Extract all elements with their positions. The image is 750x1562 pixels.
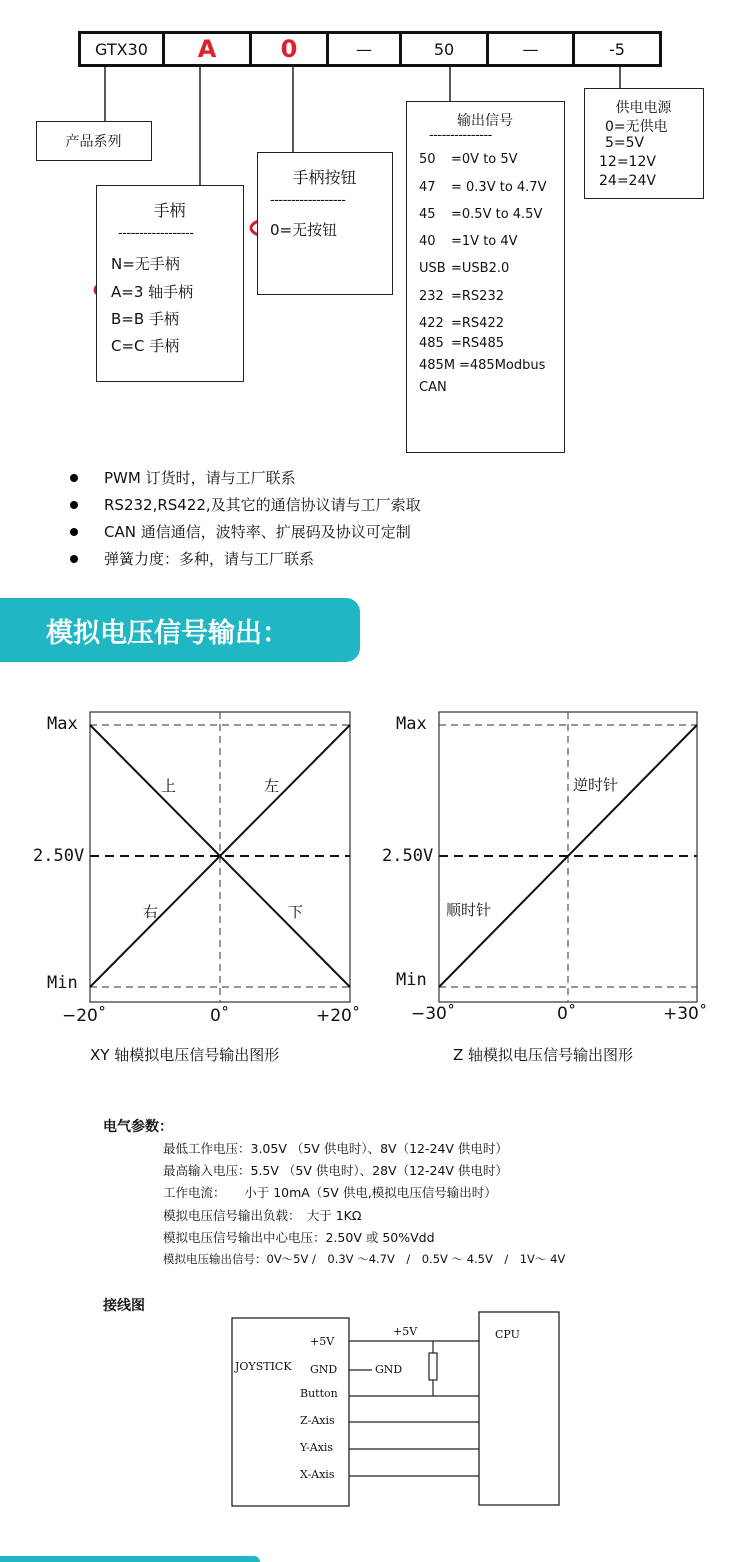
note-text: CAN 通信通信，波特率、扩展码及协议可定制: [104, 523, 411, 541]
handle-option: B=B 手柄: [111, 310, 179, 328]
pin-5v: +5V: [310, 1335, 335, 1348]
button-box: [257, 152, 393, 295]
xy-ylabel-max: Max: [47, 714, 78, 734]
note-item: [70, 494, 421, 515]
output-option-code: CAN: [419, 380, 447, 395]
z-annotation-ccw: 逆时针: [573, 776, 619, 794]
z-xtick-right: +30˚: [663, 1004, 708, 1024]
output-option-code: 50: [419, 152, 436, 167]
z-annotation-cw: 顺时针: [446, 901, 492, 919]
output-option-desc: =1V to 4V: [451, 234, 518, 249]
bullet-dot-icon: [70, 528, 78, 536]
order-code-cell: —: [329, 34, 402, 64]
note-item: [70, 467, 296, 488]
output-option-code: 485M: [419, 358, 456, 373]
button-option-selected: 0=无按钮: [270, 221, 338, 239]
button-divider: ------------------: [270, 193, 346, 208]
output-option-code: 232: [419, 289, 444, 304]
product-series-box: [36, 121, 152, 161]
output-option-desc: =RS422: [451, 316, 504, 331]
power-option: 0=无供电: [605, 119, 668, 135]
order-code-cell: 0: [252, 34, 329, 64]
cpu-label: CPU: [495, 1328, 520, 1341]
power-title: 供电电源: [615, 100, 672, 116]
power-option: 12=12V: [599, 154, 656, 170]
electrical-line: 最高输入电压：5.5V （5V 供电时）、28V（12-24V 供电时）: [163, 1163, 508, 1178]
electrical-line: 最低工作电压：3.05V （5V 供电时）、8V（12-24V 供电时）: [163, 1141, 508, 1156]
note-item: [70, 548, 314, 569]
bullet-dot-icon: [70, 501, 78, 509]
z-ylabel-min: Min: [396, 970, 427, 990]
note-item: [70, 521, 411, 542]
order-code-cell: -5: [609, 39, 625, 59]
xy-annotation-up: 上: [161, 777, 177, 795]
wiring-title: 接线图: [103, 1298, 145, 1314]
output-option-desc: =0.5V to 4.5V: [451, 207, 543, 222]
xy-chart-caption: XY 轴模拟电压信号输出图形: [90, 1046, 280, 1064]
output-signal-box: [406, 101, 565, 453]
section-banner-title: 模拟电压信号输出：: [46, 617, 289, 649]
electrical-line: 工作电流： 小于 10mA（5V 供电,模拟电压信号输出时）: [163, 1185, 497, 1200]
z-xtick-center: 0˚: [557, 1004, 577, 1024]
button-title: 手柄按钮: [292, 168, 357, 187]
electrical-title: 电气参数：: [103, 1119, 173, 1135]
z-ylabel-max: Max: [396, 714, 427, 734]
output-option-code: 485: [419, 336, 444, 351]
handle-title: 手柄: [153, 201, 186, 220]
output-option-code: 47: [419, 180, 436, 195]
power-supply-box: [584, 88, 704, 199]
output-option-desc: = 0.3V to 4.7V: [451, 180, 547, 195]
electrical-line: 模拟电压信号输出负载： 大于 1KΩ: [163, 1208, 362, 1223]
order-code-cell: 50: [402, 34, 489, 64]
handle-option: N=无手柄: [111, 255, 180, 273]
output-option-code: 45: [419, 207, 436, 222]
handle-box: [96, 185, 244, 382]
output-option-desc: =0V to 5V: [451, 152, 518, 167]
pin-button: Button: [300, 1387, 338, 1400]
xy-xtick-center: 0˚: [210, 1006, 230, 1026]
handle-option-selected: A=3 轴手柄: [111, 283, 194, 301]
note-text: PWM 订货时，请与工厂联系: [104, 469, 296, 487]
electrical-line: 模拟电压信号输出中心电压：2.50V 或 50%Vdd: [163, 1230, 435, 1245]
pin-y-axis: Y-Axis: [300, 1441, 334, 1454]
pin-x-axis: X-Axis: [300, 1468, 335, 1481]
z-xtick-left: −30˚: [411, 1004, 456, 1024]
xy-ylabel-min: Min: [47, 973, 78, 993]
note-text: RS232,RS422,及其它的通信协议请与工厂索取: [104, 496, 421, 514]
product-series-label: 产品系列: [65, 134, 122, 150]
output-option-code: 422: [419, 316, 444, 331]
xy-ylabel-mid: 2.50V: [33, 846, 85, 866]
bottom-accent-bar: [0, 1556, 260, 1562]
bullet-dot-icon: [70, 555, 78, 563]
output-divider: ---------------: [429, 128, 492, 143]
xy-xtick-left: −20˚: [62, 1006, 107, 1026]
output-option-desc: =RS485: [451, 336, 504, 351]
pin-gnd: GND: [310, 1363, 338, 1376]
pin-z-axis: Z-Axis: [300, 1414, 335, 1427]
z-chart-caption: Z 轴模拟电压信号输出图形: [453, 1046, 634, 1064]
wire-gnd-label: GND: [375, 1363, 403, 1376]
xy-annotation-right: 右: [143, 903, 159, 921]
output-option-desc: =USB2.0: [451, 261, 510, 276]
output-title: 输出信号: [457, 113, 513, 129]
xy-xtick-right: +20˚: [316, 1006, 361, 1026]
wiring-diagram: [0, 1300, 750, 1520]
joystick-label: JOYSTICK: [235, 1360, 292, 1373]
output-option-code: 40: [419, 234, 436, 249]
order-code-cell: —: [489, 34, 575, 64]
output-option-desc: =RS232: [451, 289, 504, 304]
wire-5v-label: +5V: [393, 1325, 418, 1338]
power-option: 24=24V: [599, 173, 656, 189]
bullet-dot-icon: [70, 474, 78, 482]
order-code-cell: GTX30: [81, 34, 165, 64]
pullup-resistor-icon: [429, 1353, 437, 1380]
xy-annotation-down: 下: [288, 903, 304, 921]
z-ylabel-mid: 2.50V: [382, 846, 434, 866]
electrical-line: 模拟电压输出信号：0V～5V / 0.3V ～4.7V / 0.5V ～ 4.5V / 1V～ 4V: [163, 1252, 566, 1266]
xy-annotation-left: 左: [264, 777, 280, 795]
order-code-cell: A: [165, 34, 252, 64]
output-option-desc: =485Modbus: [459, 358, 546, 373]
note-text: 弹簧力度：多种，请与工厂联系: [104, 550, 315, 568]
section-banner: [0, 598, 360, 662]
handle-option: C=C 手柄: [111, 337, 180, 355]
power-option: 5=5V: [605, 135, 645, 151]
output-option-code: USB: [419, 261, 446, 276]
handle-divider: ------------------: [118, 226, 194, 241]
